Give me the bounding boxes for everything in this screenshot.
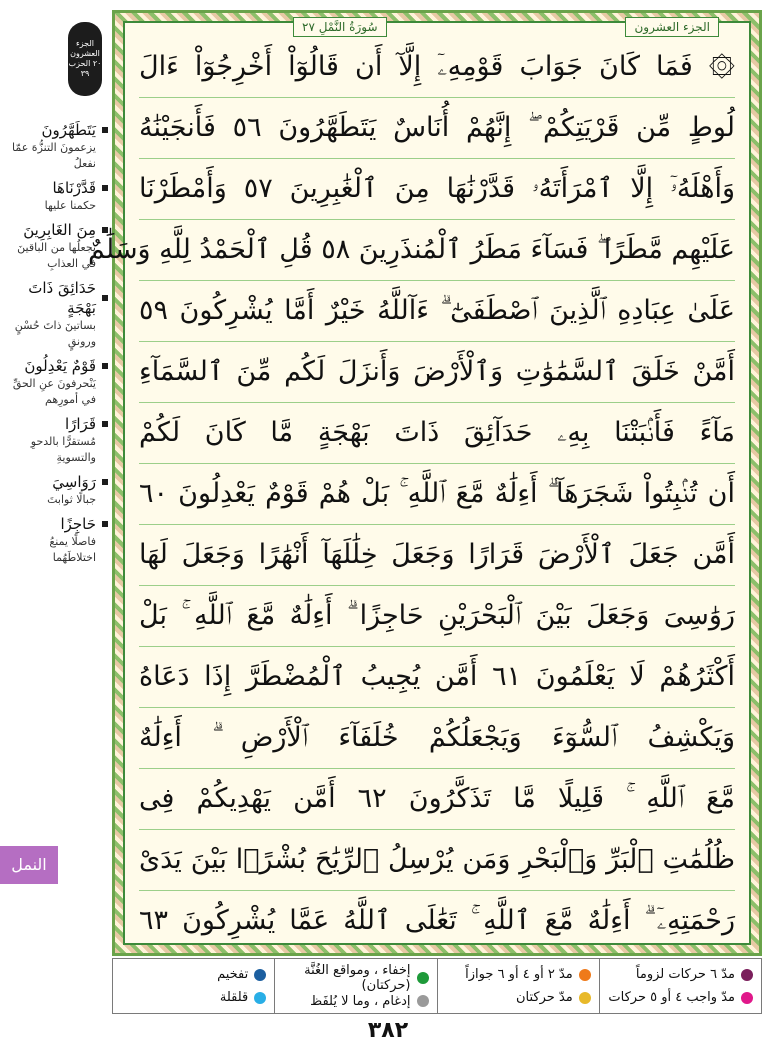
verse-line: لُوطٍ مِّن قَرْيَتِكُمْ ۖ إِنَّهُمْ أُنَاسٌ يَتَطَهَّرُونَ ٥٦ فَأَنجَيْنَٰهُ: [139, 98, 735, 159]
bullet-icon: [102, 295, 108, 301]
margin-glossary: [4, 120, 108, 572]
glossary-entry: [4, 120, 108, 172]
surah-tab: النمل: [0, 846, 58, 884]
verse-line: مَّعَ ٱللَّهِ ۚ قَلِيلًا مَّا تَذَكَّرُونَ ٦٢ أَمَّن يَهْدِيكُمْ فِى: [139, 769, 735, 830]
color-dot-icon: [254, 969, 266, 981]
color-dot-icon: [417, 972, 429, 984]
legend-item: [121, 967, 266, 982]
bullet-icon: [102, 127, 108, 133]
verse-line: عَلَىٰ عِبَادِهِ ٱلَّذِينَ ٱصْطَفَىٰٓ ۗ ءَآللَّهُ خَيْرٌ أَمَّا يُشْرِكُونَ ٥٩: [139, 281, 735, 342]
glossary-entry: [4, 472, 108, 508]
glossary-definition: فاصلًا يمنعُ اختلاطَهُما: [49, 535, 96, 564]
juz-badge-line: العشرون: [70, 49, 100, 58]
legend-column: [437, 959, 599, 1013]
tajweed-legend: [112, 958, 762, 1014]
glossary-definition: مُستقرًّا بالدحوِ والتسويةِ: [30, 435, 96, 464]
color-dot-icon: [579, 992, 591, 1004]
glossary-word: حَاجِزًا: [60, 515, 96, 533]
verse-line: مَآءً فَأَنۢبَتْنَا بِهِۦ حَدَآئِقَ ذَاتَ بَهْجَةٍ مَّا كَانَ لَكُمْ: [139, 403, 735, 464]
bullet-icon: [102, 227, 108, 233]
legend-column: [274, 959, 436, 1013]
legend-item: [283, 994, 428, 1009]
legend-item: [121, 990, 266, 1005]
glossary-word: يَتَطَهَّرُونَ: [41, 121, 96, 139]
juz-badge-line: ٢٠ الحزب ٣٩: [68, 59, 102, 78]
verse-line: رَوَٰسِىَ وَجَعَلَ بَيْنَ ٱلْبَحْرَيْنِ حَاجِزًا ۗ أَءِلَٰهٌ مَّعَ ٱللَّهِ ۚ بَلْ: [139, 586, 735, 647]
glossary-word: قَدَّرْنَاهَا: [52, 179, 96, 197]
legend-item: [446, 990, 591, 1005]
legend-label: تفخيم: [217, 967, 249, 982]
legend-column: [599, 959, 761, 1013]
glossary-definition: يَنْحرفونَ عنِ الحقِّ في أمورِهم: [12, 377, 96, 406]
glossary-word: حَدَائِقَ ذَاتَ بَهْجَةٍ: [28, 279, 96, 317]
glossary-entry: [4, 514, 108, 566]
glossary-definition: يجعلُها من الباقينَ في العذابِ: [17, 241, 96, 270]
color-dot-icon: [417, 995, 429, 1007]
legend-label: مدّ حركتان: [516, 990, 573, 1005]
verse-lines: [88, 37, 736, 936]
legend-item: [446, 967, 591, 982]
glossary-entry: [4, 278, 108, 350]
legend-label: مدّ واجب ٤ أو ٥ حركات: [608, 990, 735, 1005]
color-dot-icon: [579, 969, 591, 981]
glossary-definition: جبالًا ثوابتَ: [47, 493, 96, 506]
page-number: ٣٨٢: [367, 1018, 409, 1043]
glossary-definition: حكمنا عليها: [44, 199, 96, 212]
legend-item: [608, 967, 753, 982]
glossary-entry: [4, 356, 108, 408]
legend-label: قلقلة: [219, 990, 249, 1005]
color-dot-icon: [254, 992, 266, 1004]
legend-item: [283, 963, 428, 993]
glossary-definition: بساتينَ ذاتَ حُسْنٍ ورونقٍ: [14, 319, 96, 348]
text-area: [88, 21, 751, 945]
glossary-word: رَوَاسِيَ: [52, 473, 96, 491]
color-dot-icon: [741, 992, 753, 1004]
verse-line: رَحْمَتِهِۦٓ ۗ أَءِلَٰهٌ مَّعَ ٱللَّهِ ۚ تَعَٰلَى ٱللَّهُ عَمَّا يُشْرِكُونَ ٦٣: [139, 905, 735, 936]
glossary-word: قَوْمٌ يَعْدِلُونَ: [24, 357, 96, 375]
glossary-definition: يزعمونَ التنزُّهَ عمّا نفعلُ: [12, 141, 96, 170]
juz-header-label: الجزء العشرون: [625, 17, 719, 37]
juz-badge: [68, 22, 102, 96]
verse-line: وَيَكْشِفُ ٱلسُّوٓءَ وَيَجْعَلُكُمْ خُلَفَآءَ ٱلْأَرْضِ ۗ أَءِلَٰهٌ: [139, 708, 735, 769]
verse-line: أَمَّنْ خَلَقَ ٱلسَّمَٰوَٰتِ وَٱلْأَرْضَ وَأَنزَلَ لَكُم مِّنَ ٱلسَّمَآءِ: [139, 342, 735, 403]
bullet-icon: [102, 421, 108, 427]
glossary-word: قَرَارًا: [64, 415, 96, 433]
verse-line: أَكْثَرُهُمْ لَا يَعْلَمُونَ ٦١ أَمَّن يُجِيبُ ٱلْمُضْطَرَّ إِذَا دَعَاهُ: [139, 647, 735, 708]
page-frame: [88, 10, 762, 956]
bullet-icon: [102, 521, 108, 527]
glossary-entry: [4, 414, 108, 466]
glossary-word: مِنَ الغَابِرِينَ: [23, 221, 96, 239]
legend-column: [113, 959, 274, 1013]
verse-line: ۞ فَمَا كَانَ جَوَابَ قَوْمِهِۦٓ إِلَّآ أَن قَالُوٓاْ أَخْرِجُوٓاْ ءَالَ: [139, 37, 735, 98]
legend-label: مدّ ٦ حركات لزوماً: [635, 967, 735, 982]
bullet-icon: [102, 185, 108, 191]
glossary-entry: [4, 178, 108, 214]
verse-line: عَلَيْهِم مَّطَرًا ۖ فَسَآءَ مَطَرُ ٱلْمُنذَرِينَ ٥٨ قُلِ ٱلْحَمْدُ لِلَّهِ وَسَلَٰمٌ: [139, 220, 735, 281]
glossary-entry: [4, 220, 108, 272]
verse-line: وَأَهْلَهُۥٓ إِلَّا ٱمْرَأَتَهُۥ قَدَّرْنَٰهَا مِنَ ٱلْغَٰبِرِينَ ٥٧ وَأَمْطَرْنَا: [139, 159, 735, 220]
verse-line: ظُلُمَٰتِ ٱلْبَرِّ وَٱلْبَحْرِ وَمَن يُرْسِلُ ٱلرِّيَٰحَ بُشْرًۢا بَيْنَ يَدَىْ: [139, 830, 735, 891]
verse-line: أَن تُنۢبِتُواْ شَجَرَهَآ ۗ أَءِلَٰهٌ مَّعَ ٱللَّهِ ۚ بَلْ هُمْ قَوْمٌ يَعْدِلُونَ ٦٠: [139, 464, 735, 525]
legend-label: مدّ ٢ أو ٤ أو ٦ جوازاً: [465, 967, 573, 982]
surah-header-label: سُورَةُ النَّمْلِ ٢٧: [293, 17, 387, 37]
juz-badge-line: الجزء: [76, 39, 94, 48]
legend-label: إخفاء ، ومواقع الغُنَّة (حركتان): [304, 963, 411, 994]
legend-item: [608, 990, 753, 1005]
legend-label: إدغام ، وما لا يُلفَظ: [310, 993, 411, 1009]
verse-line: أَمَّن جَعَلَ ٱلْأَرْضَ قَرَارًا وَجَعَلَ خِلَٰلَهَآ أَنْهَٰرًا وَجَعَلَ لَهَا: [139, 525, 735, 586]
color-dot-icon: [741, 969, 753, 981]
bullet-icon: [102, 479, 108, 485]
bullet-icon: [102, 363, 108, 369]
